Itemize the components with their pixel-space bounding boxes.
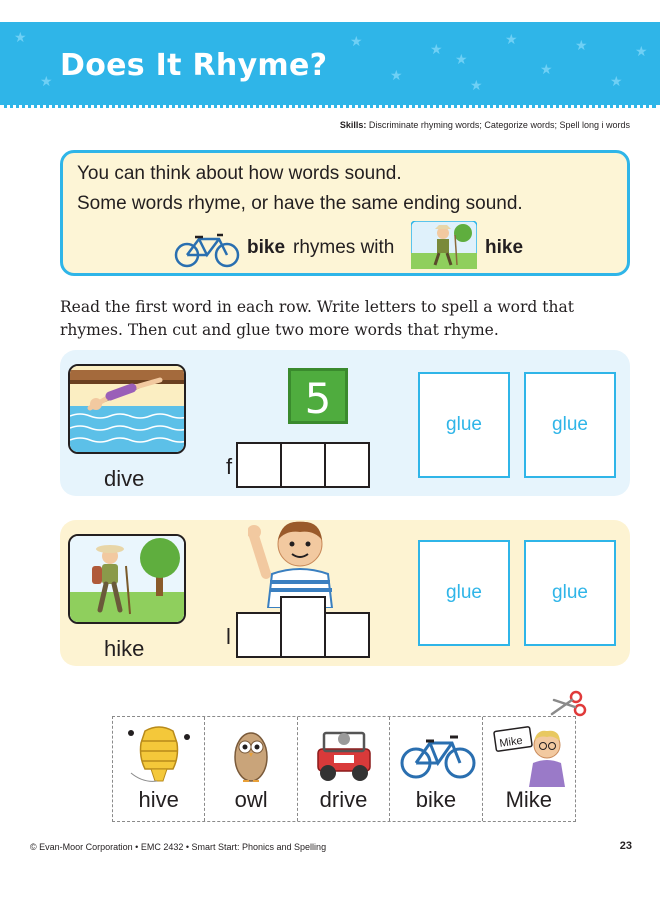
example-word-1: bike (247, 237, 286, 258)
cutout-hive[interactable] (113, 717, 205, 821)
example-word-2: hike (485, 237, 524, 258)
glue-box[interactable]: glue (524, 540, 616, 646)
rhyme-row-hike (60, 520, 630, 666)
cutout-bike[interactable] (390, 717, 482, 821)
instructions: Read the first word in each row. Write letters to spell a word that rhymes. Then cut and glue two more words that rhyme. (60, 298, 574, 339)
star-icon: ★ (390, 67, 403, 83)
star-icon: ★ (470, 77, 483, 93)
row-word: hike (104, 636, 145, 661)
diver-icon (70, 366, 184, 452)
intro-box (60, 150, 630, 276)
skills-label: Skills: (339, 120, 367, 130)
footer-credit: © Evan-Moor Corporation • EMC 2432 • Smart Start: Phonics and Spelling (30, 842, 327, 852)
page-number: 23 (619, 840, 632, 852)
letter-box[interactable] (324, 442, 370, 488)
spelling-boxes[interactable] (236, 442, 368, 488)
boy-with-sign-icon (493, 723, 569, 789)
spelling-boxes[interactable] (236, 612, 368, 658)
owl-icon (215, 723, 287, 789)
cutout-drive[interactable] (298, 717, 390, 821)
title-banner (0, 22, 660, 108)
skills-text: Discriminate rhyming words; Categorize words; Spell long i words (368, 120, 630, 130)
letter-box-tall[interactable] (280, 596, 326, 658)
star-icon: ★ (40, 73, 53, 89)
hike-picture (68, 534, 186, 624)
bike-icon (173, 229, 241, 269)
letter-box[interactable] (236, 442, 282, 488)
letter-box[interactable] (236, 612, 282, 658)
cutout-word: owl (234, 787, 268, 812)
start-letter: f (226, 454, 233, 479)
intro-line-2: Some words rhyme, or have the same ending sound. (77, 193, 523, 214)
cutout-word: Mike (505, 787, 553, 812)
row-word: dive (104, 466, 145, 491)
jeep-icon (308, 723, 380, 789)
example-middle: rhymes with (293, 237, 395, 258)
bike-icon (400, 723, 476, 789)
star-icon: ★ (350, 33, 363, 49)
cutout-word: hive (138, 787, 179, 812)
cutout-owl[interactable] (205, 717, 297, 821)
hiker-icon (411, 221, 477, 269)
beehive-icon (123, 723, 195, 789)
star-icon: ★ (14, 29, 27, 45)
star-icon: ★ (455, 51, 468, 67)
glue-box[interactable]: glue (418, 540, 510, 646)
glue-box[interactable]: glue (524, 372, 616, 478)
star-icon: ★ (430, 41, 443, 57)
rhyme-row-dive (60, 350, 630, 496)
rhyme-example (173, 227, 613, 271)
sign-text: Mike (498, 734, 524, 750)
hiker-icon (70, 536, 184, 622)
page-title: Does It Rhyme? (60, 48, 328, 83)
letter-box[interactable] (324, 612, 370, 658)
start-letter: l (226, 624, 231, 649)
boy-waving-icon (248, 514, 344, 608)
letter-box[interactable] (280, 442, 326, 488)
cutout-strip (112, 716, 576, 822)
star-icon: ★ (505, 31, 518, 47)
intro-line-1: You can think about how words sound. (77, 163, 402, 184)
cutout-word: drive (319, 787, 368, 812)
glue-box[interactable]: glue (418, 372, 510, 478)
star-icon: ★ (575, 37, 588, 53)
star-icon: ★ (540, 61, 553, 77)
star-icon: ★ (635, 43, 648, 59)
cutout-mike[interactable] (483, 717, 575, 821)
cutout-word: bike (415, 787, 457, 812)
skills-line (340, 120, 630, 130)
number-five-badge: 5 (288, 368, 348, 424)
star-icon: ★ (610, 73, 623, 89)
dive-picture (68, 364, 186, 454)
